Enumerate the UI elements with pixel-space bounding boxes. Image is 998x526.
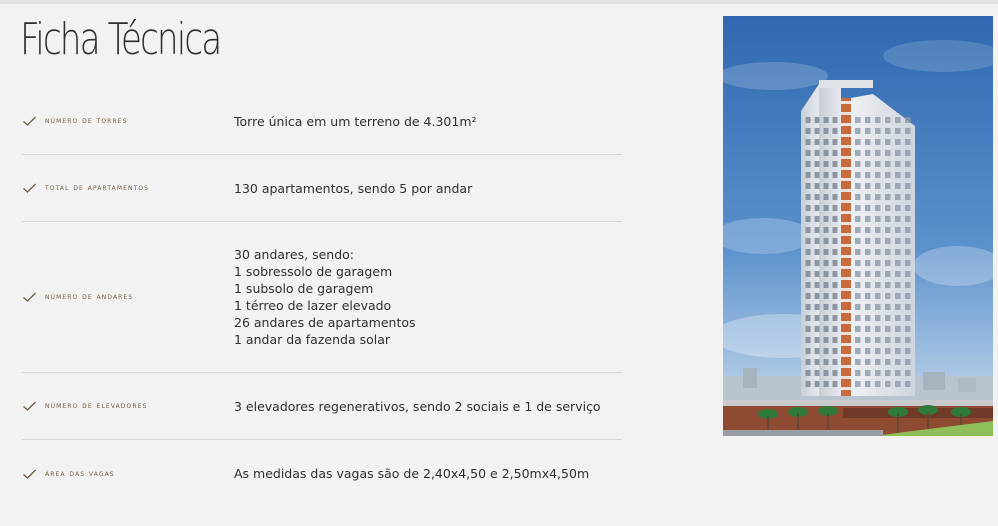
- spec-label-text: número de torres: [45, 116, 128, 126]
- page-title: Ficha Técnica: [20, 14, 221, 65]
- spec-value-line: 1 térreo de lazer elevado: [234, 298, 392, 313]
- spec-row-andares: [22, 222, 622, 373]
- spec-row-torres: [22, 88, 622, 155]
- spec-label-text: área das vagas: [45, 468, 115, 479]
- spec-label: [22, 115, 234, 127]
- spec-value: [234, 246, 416, 348]
- spec-value: [234, 465, 589, 482]
- spec-value-line: 3 elevadores regenerativos, sendo 2 sociais e 1 de serviço: [234, 398, 601, 414]
- spec-list: [22, 88, 622, 507]
- spec-value-line: As medidas das vagas são de 2,40x4,50 e 2,50mx4,50m: [234, 466, 590, 481]
- spec-label: [22, 468, 234, 480]
- spec-value-line: 130 apartamentos, sendo 5 por andar: [234, 180, 473, 196]
- spec-label: [22, 182, 234, 194]
- spec-label-text: número de elevadores: [45, 401, 148, 411]
- check-icon: [22, 115, 37, 127]
- spec-value-line: 30 andares, sendo:: [234, 247, 354, 262]
- top-border: [0, 0, 998, 4]
- spec-value: [234, 398, 601, 415]
- spec-label: [22, 291, 234, 303]
- spec-value-line: 26 andares de apartamentos: [234, 315, 416, 330]
- spec-row-vagas: [22, 440, 622, 507]
- check-icon: [22, 291, 37, 303]
- spec-row-elevadores: [22, 373, 622, 440]
- spec-value-line: 1 sobressolo de garagem: [234, 264, 393, 279]
- check-icon: [22, 400, 37, 412]
- spec-value-line: Torre única em um terreno de 4.301m²: [234, 113, 477, 129]
- spec-row-apartamentos: [22, 155, 622, 222]
- spec-value-line: 1 andar da fazenda solar: [234, 332, 391, 347]
- spec-label-text: total de apartamentos: [45, 183, 150, 193]
- spec-label-text: número de andares: [45, 292, 134, 302]
- building-render-image: [723, 16, 993, 436]
- check-icon: [22, 468, 37, 480]
- check-icon: [22, 182, 37, 194]
- spec-value: [234, 180, 472, 197]
- spec-value: [234, 113, 477, 130]
- spec-value-line: 1 subsolo de garagem: [234, 281, 374, 296]
- spec-label: [22, 400, 234, 412]
